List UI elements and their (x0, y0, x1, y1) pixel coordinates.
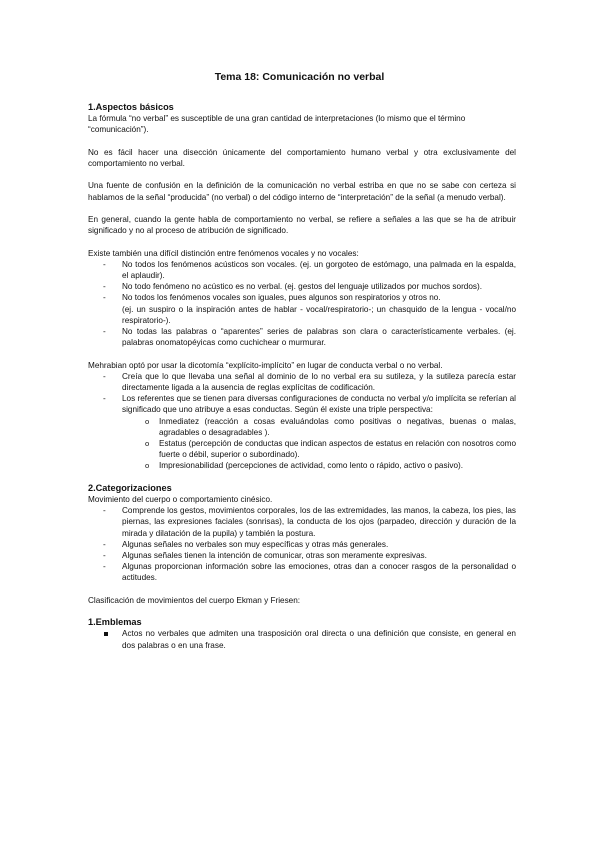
list-item: - Creía que lo que llevaba una señal al dominio de lo no verbal era su sutileza, y la sutileza parecía estar directamente ligada a la ausencia de reglas explícitas de codificación. (88, 371, 516, 393)
paragraph: En general, cuando la gente habla de comportamiento no verbal, se refiere a señales a las que se ha de atribuir significado y no al proceso de atribución de significado. (88, 214, 516, 236)
list-item: - Algunas señales tienen la intención de comunicar, otras son meramente expresivas. (88, 550, 516, 561)
dash-list (88, 259, 516, 349)
list-item: Actos no verbales que admiten una trasposición oral directa o una definición que consiste, en general en dos palabras o en una frase. (88, 628, 516, 650)
list-item: o Inmediatez (reacción a cosas evaluándolas como positivas o negativas, buenas o malas, agradables o desagradables ). (88, 416, 516, 438)
list-item: - Algunas proporcionan información sobre las emociones, otras dan a conocer rasgos de la personalidad o actitudes. (88, 561, 516, 583)
list-item: o Estatus (percepción de conductas que indican aspectos de estatus en relación con nosotros como fuerte o débil, superior o subordinado). (88, 438, 516, 460)
list-item: - No todos los fenómenos acústicos son vocales. (ej. un gorgoteo de estómago, una palmada en la espalda, el aplaudir). (88, 259, 516, 281)
dash-list (88, 371, 516, 472)
section-heading-categorizaciones: 2.Categorizaciones (88, 482, 172, 493)
list-item: - Los referentes que se tienen para diversas configuraciones de conducta no verbal y/o implícita se referían al significado que uno atribuye a esas conductas. Según él existe una triple perspectiva: o Inmediatez (reacción a cosas evaluándolas como positivas o negativas, buenas o malas, agradables o desagradables ). o Estatus (percepción de conductas que indican aspectos de estatus en relación con nosotros como fuerte o débil, superior o subordinado). o Impresionabilidad (percepciones de actividad, como lento o rápido, activo o pasivo). (88, 393, 516, 471)
list-item: - No todas las palabras o “aparentes” series de palabras son clara o característicamente verbales. (ej. palabras onomatopéyicas como cuchichear o murmurar. (88, 326, 516, 348)
paragraph: Mehrabian optó por usar la dicotomía “explícito-implícito” en lugar de conducta verbal o no verbal. (88, 360, 443, 370)
list-item: o Impresionabilidad (percepciones de actividad, como lento o rápido, activo o pasivo). (88, 460, 516, 471)
dash-list (88, 505, 516, 583)
square-list (88, 628, 516, 650)
subheading: Movimiento del cuerpo o comportamiento cinésico. (88, 495, 273, 505)
section-heading-aspectos: 1.Aspectos básicos (88, 102, 174, 112)
paragraph: Clasificación de movimientos del cuerpo Ekman y Friesen: (88, 595, 301, 605)
paragraph: La fórmula “no verbal” es susceptible de una gran cantidad de interpretaciones (lo mismo que el término “comunicación”). (88, 114, 466, 135)
circle-list (88, 416, 516, 472)
document-title: Tema 18: Comunicación no verbal (214, 71, 385, 83)
paragraph: No es fácil hacer una disección únicamente del comportamiento humano verbal y otra exclusivamente del comportamiento no verbal. (88, 147, 516, 168)
list-item: - No todo fenómeno no acústico es no verbal. (ej. gestos del lenguaje utilizados por muchos sordos). (88, 281, 516, 292)
paragraph: Una fuente de confusión en la definición de la comunicación no verbal estriba en que no se sabe con certeza si hablamos de la señal “producida” (no verbal) o del código interno de “interpretación” de la señal (a menudo verbal). (88, 181, 516, 202)
list-item: - Comprende los gestos, movimientos corporales, los de las extremidades, las manos, la cabeza, los pies, las piernas, las expresiones faciales (sonrisas), la conducta de los ojos (parpadeo, dirección y duración de la mirada y dilatación de la pupila) y también la postura. (88, 505, 516, 539)
paragraph: Existe también una difícil distinción entre fenómenos vocales y no vocales: (88, 248, 359, 258)
list-item: - No todos los fenómenos vocales son iguales, pues algunos son respiratorios y otros no. (ej. un suspiro o la inspiración antes de hablar - vocal/respiratorio-; un chasquido de la lengua - vocal/no respiratorio-). (88, 292, 516, 326)
list-item: - Algunas señales no verbales son muy específicas y otras más generales. (88, 539, 516, 550)
document-body (88, 102, 516, 651)
section-heading-emblemas: 1.Emblemas (88, 617, 142, 628)
list-item-example: (ej. un suspiro o la inspiración antes de hablar - vocal/respiratorio-; un chasquido de la lengua - vocal/no respiratorio-). (122, 304, 516, 325)
